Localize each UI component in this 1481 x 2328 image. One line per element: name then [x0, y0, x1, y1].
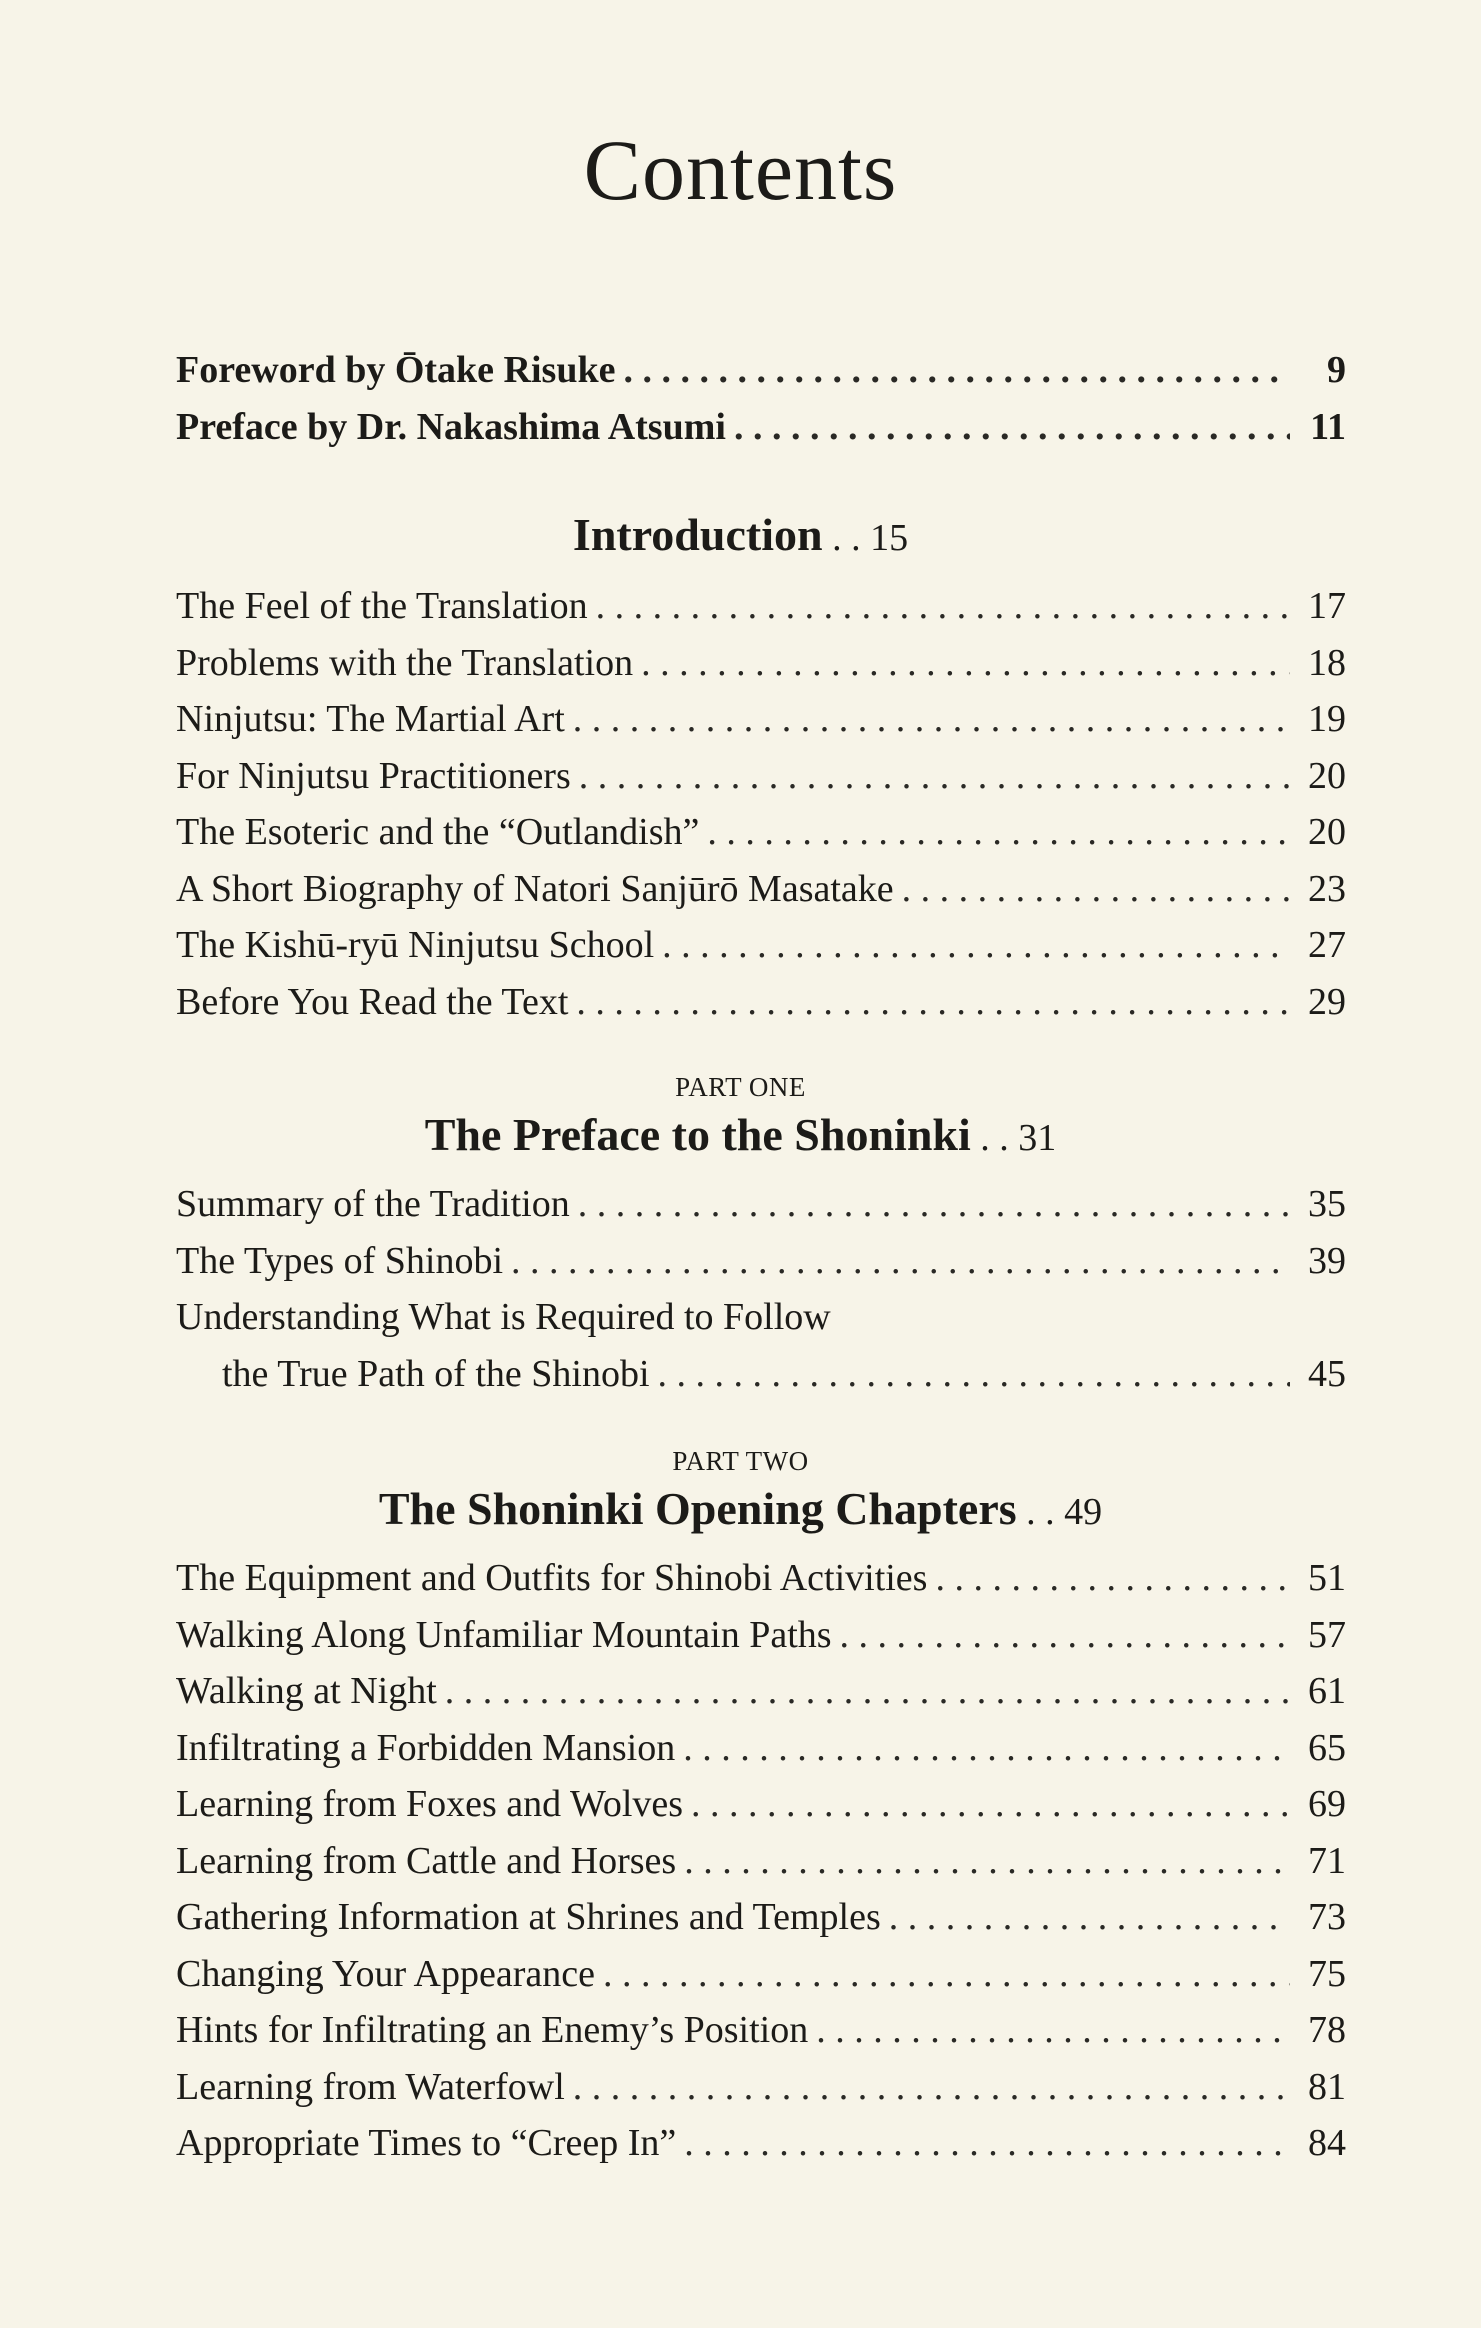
leader-dots	[573, 691, 1290, 748]
leader-dots	[596, 578, 1290, 635]
toc-entry[interactable]	[176, 1176, 1346, 1233]
leader-dots	[684, 1833, 1290, 1890]
leader-dots	[579, 748, 1290, 805]
toc-entry-page: 73	[1308, 1896, 1346, 1938]
part-two-list	[176, 1550, 1346, 2172]
toc-entry[interactable]	[176, 399, 1346, 456]
toc-entry-page: 35	[1308, 1183, 1346, 1225]
section-page: 31	[1018, 1117, 1057, 1159]
leader-dots	[658, 1346, 1290, 1403]
toc-entry-title: Understanding What is Required to Follow	[176, 1296, 831, 1338]
section-heading: The Shoninki Opening Chapters	[378, 1483, 1017, 1534]
leader-dots	[935, 1550, 1290, 1607]
toc-entry-page: 27	[1308, 924, 1346, 966]
toc-entry-title: The Kishū-ryū Ninjutsu School	[176, 924, 655, 966]
toc-entry-page: 57	[1308, 1613, 1346, 1656]
toc-entry[interactable]	[176, 2115, 1346, 2172]
toc-entry-title: Gathering Information at Shrines and Temples	[176, 1896, 881, 1938]
toc-entry[interactable]	[176, 635, 1346, 692]
toc-entry-title: Walking Along Unfamiliar Mountain Paths	[176, 1613, 832, 1656]
toc-entry-title: Foreword by Ōtake Risuke	[176, 349, 616, 391]
leader-dots	[691, 1776, 1290, 1833]
section-heading: Introduction	[572, 509, 823, 560]
toc-entry-page: 69	[1308, 1783, 1346, 1825]
part-two-heading[interactable]: The Shoninki Opening Chapters . . 49	[378, 1483, 1103, 1534]
toc-entry-page: 39	[1308, 1239, 1346, 1282]
toc-entry-page: 81	[1308, 2065, 1346, 2108]
toc-entry-page: 19	[1308, 698, 1346, 740]
toc-entry-page: 20	[1308, 811, 1346, 853]
toc-entry-page: 65	[1308, 1726, 1346, 1769]
toc-entry[interactable]	[176, 1550, 1346, 1607]
leader-dots	[816, 2002, 1290, 2059]
toc-entry-page: 23	[1308, 867, 1346, 910]
toc-entry[interactable]	[176, 804, 1346, 861]
section-page: 15	[870, 517, 909, 559]
toc-entry-title: A Short Biography of Natori Sanjūrō Masatake	[176, 867, 894, 910]
toc-entry-page: 45	[1308, 1352, 1346, 1395]
part-one-list	[176, 1176, 1346, 1402]
toc-entry[interactable]	[176, 1607, 1346, 1664]
toc-entry[interactable]	[176, 1663, 1346, 1720]
toc-entry-title: For Ninjutsu Practitioners	[176, 754, 571, 797]
toc-entry-page: 17	[1308, 585, 1346, 627]
toc-entry-page: 84	[1308, 2122, 1346, 2164]
section-page: 49	[1064, 1491, 1103, 1533]
part-one-label: PART ONE	[675, 1072, 806, 1102]
leader-dots	[889, 1889, 1290, 1946]
toc-entry[interactable]	[176, 861, 1346, 918]
toc-entry-title: Changing Your Appearance	[176, 1952, 595, 1995]
toc-entry[interactable]	[176, 2059, 1346, 2116]
toc-entry[interactable]	[176, 1289, 1346, 1346]
toc-entry-page: 61	[1308, 1670, 1346, 1712]
toc-entry[interactable]	[176, 1946, 1346, 2003]
toc-entry-page: 9	[1327, 349, 1346, 391]
toc-entry[interactable]	[176, 1233, 1346, 1290]
introduction-list	[176, 578, 1346, 1030]
front-matter-list	[176, 342, 1346, 455]
toc-entry[interactable]	[176, 1889, 1346, 1946]
toc-entry-title: Appropriate Times to “Creep In”	[176, 2122, 677, 2164]
toc-entry[interactable]	[176, 691, 1346, 748]
leader-dots	[578, 1176, 1290, 1233]
leader-dots	[734, 399, 1290, 456]
toc-entry-title: the True Path of the Shinobi	[222, 1352, 650, 1395]
page-title: Contents	[583, 122, 898, 218]
toc-entry-title: Preface by Dr. Nakashima Atsumi	[176, 405, 726, 448]
introduction-heading[interactable]: Introduction . . 15	[572, 509, 909, 560]
toc-entry-title: Ninjutsu: The Martial Art	[176, 698, 565, 740]
leader-dots	[576, 974, 1290, 1031]
toc-entry-title: The Equipment and Outfits for Shinobi Activities	[176, 1557, 928, 1599]
toc-entry[interactable]	[176, 1720, 1346, 1777]
toc-entry-title: Learning from Waterfowl	[176, 2065, 565, 2108]
leader-dots	[641, 635, 1290, 692]
leader-dots	[445, 1663, 1290, 1720]
leader-dots	[683, 1720, 1290, 1777]
toc-entry-title: Problems with the Translation	[176, 641, 634, 684]
toc-entry-page: 11	[1310, 405, 1346, 448]
toc-entry-title: Infiltrating a Forbidden Mansion	[176, 1726, 676, 1769]
toc-entry[interactable]	[176, 748, 1346, 805]
toc-entry-title: Learning from Foxes and Wolves	[176, 1783, 684, 1825]
toc-entry-page: 75	[1308, 1952, 1346, 1995]
toc-entry-title: The Esoteric and the “Outlandish”	[176, 811, 700, 853]
leader-dots	[902, 861, 1290, 918]
part-one-heading[interactable]: The Preface to the Shoninki . . 31	[424, 1109, 1057, 1160]
toc-entry[interactable]	[176, 974, 1346, 1031]
leader-dots	[840, 1607, 1290, 1664]
leader-dots	[511, 1233, 1290, 1290]
leader-dots	[707, 804, 1290, 861]
toc-entry-title: The Feel of the Translation	[176, 585, 588, 627]
leader-dots	[662, 917, 1290, 974]
toc-entry[interactable]	[176, 342, 1346, 399]
toc-entry-title: Before You Read the Text	[176, 980, 569, 1023]
section-heading: The Preface to the Shoninki	[424, 1109, 971, 1160]
toc-entry-page: 71	[1308, 1839, 1346, 1882]
toc-entry[interactable]	[176, 2002, 1346, 2059]
toc-entry-title: The Types of Shinobi	[176, 1239, 504, 1282]
toc-entry-page: 20	[1308, 754, 1346, 797]
toc-entry-page: 78	[1308, 2009, 1346, 2051]
toc-entry-page: 18	[1308, 641, 1346, 684]
toc-entry-page: 51	[1308, 1557, 1346, 1599]
leader-dots	[573, 2059, 1290, 2116]
toc-entry-page: 29	[1308, 980, 1346, 1023]
toc-entry-title: Learning from Cattle and Horses	[176, 1839, 677, 1882]
toc-entry-title: Hints for Infiltrating an Enemy’s Position	[176, 2009, 809, 2051]
toc-entry-title: Walking at Night	[176, 1670, 437, 1712]
toc-entry[interactable]	[176, 1346, 1346, 1403]
leader-dots	[684, 2115, 1290, 2172]
part-two-label: PART TWO	[672, 1446, 809, 1476]
toc-entry[interactable]	[176, 1776, 1346, 1833]
leader-dots	[623, 342, 1290, 399]
toc-entry[interactable]	[176, 578, 1346, 635]
toc-entry-title: Summary of the Tradition	[176, 1183, 570, 1225]
toc-entry[interactable]	[176, 1833, 1346, 1890]
leader-dots	[603, 1946, 1290, 2003]
toc-entry[interactable]	[176, 917, 1346, 974]
